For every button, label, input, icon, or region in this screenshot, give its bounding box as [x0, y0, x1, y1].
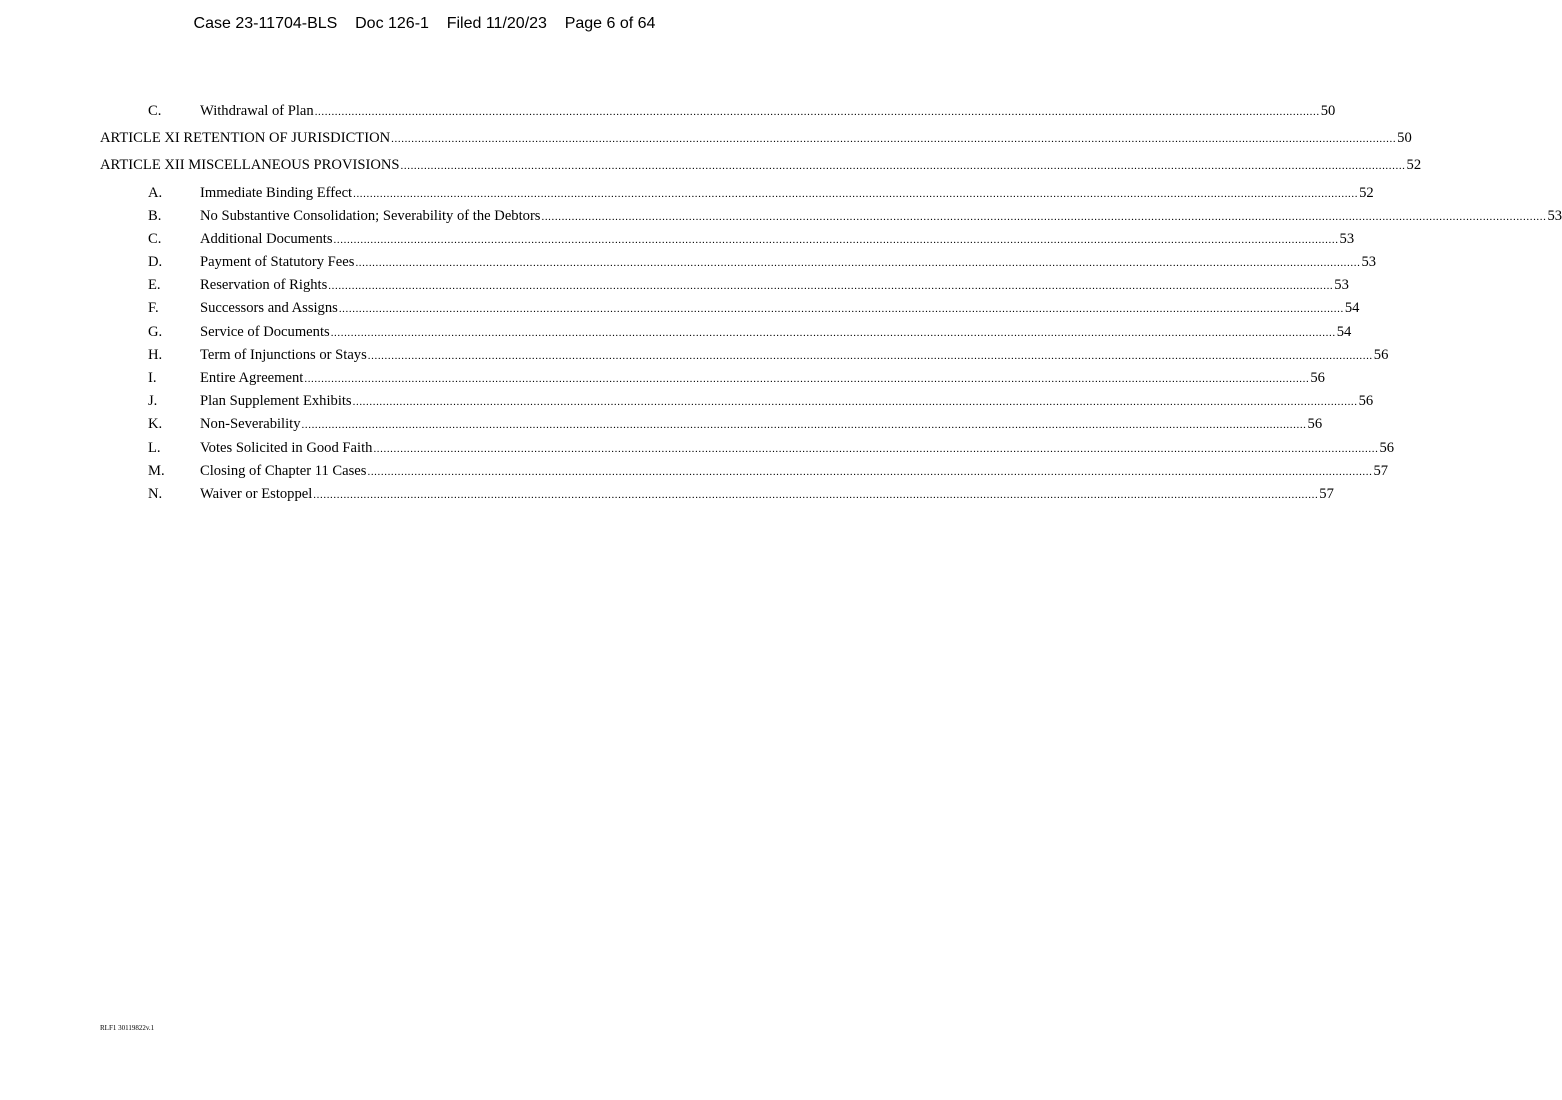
toc-entry[interactable]: [148, 206, 1562, 226]
toc-entry-title: Non-Severability: [200, 416, 301, 432]
toc-entry-letter: E.: [148, 277, 161, 293]
dot-leader: ............................................................................................................................................................................................................................................................................................................: [367, 466, 1373, 478]
toc-entry[interactable]: [148, 368, 1325, 388]
toc-entry-page: 53: [1361, 254, 1377, 270]
toc-entry-letter: K.: [148, 416, 163, 432]
toc-entry-page: 53: [1334, 277, 1349, 293]
toc-entry-title: No Substantive Consolidation; Severability of the Debtors: [200, 208, 541, 224]
toc-entry-letter: M.: [148, 463, 165, 479]
toc-entry-title: Immediate Binding Effect: [200, 185, 353, 201]
toc-entry[interactable]: [148, 298, 1360, 318]
toc-entry-title: Withdrawal of Plan: [200, 103, 314, 119]
toc-entry-page: 56: [1373, 347, 1389, 363]
toc-entry-page: 57: [1373, 463, 1389, 479]
dot-leader: ............................................................................................................................................................................................................................................................................................................: [353, 188, 1359, 200]
toc-entry[interactable]: [148, 461, 1389, 481]
dot-leader: ............................................................................................................................................................................................................................................................................................................: [338, 303, 1344, 315]
dot-leader: ............................................................................................................................................................................................................................................................................................................: [373, 443, 1379, 455]
dot-leader: ............................................................................................................................................................................................................................................................................................................: [367, 350, 1373, 362]
toc-entry[interactable]: [148, 345, 1389, 365]
toc-entry-title: Entire Agreement: [200, 370, 304, 386]
toc-entry-title: Term of Injunctions or Stays: [200, 347, 367, 363]
toc-entry-letter: H.: [148, 347, 163, 363]
dot-leader: ............................................................................................................................................................................................................................................................................................................: [352, 396, 1358, 408]
toc-entry[interactable]: [148, 183, 1374, 203]
dot-leader: ............................................................................................................................................................................................................................................................................................................: [355, 257, 1361, 269]
toc-entry-page: 54: [1336, 324, 1352, 340]
toc-entry-page: 53: [1339, 231, 1355, 247]
toc-entry[interactable]: [148, 229, 1355, 249]
toc-entry-title: Reservation of Rights: [200, 277, 328, 293]
toc-entry[interactable]: [148, 438, 1395, 458]
toc-entry-title: Waiver or Estoppel: [200, 486, 313, 502]
dot-leader: ............................................................................................................................................................................................................................................................................................................: [314, 106, 1320, 118]
dot-leader: ............................................................................................................................................................................................................................................................................................................: [304, 373, 1310, 385]
toc-entry-letter: G.: [148, 324, 163, 340]
dot-leader: ............................................................................................................................................................................................................................................................................................................: [333, 234, 1339, 246]
toc-entry-letter: L.: [148, 440, 161, 456]
toc-entry-letter: J.: [148, 393, 158, 409]
toc-entry-letter: D.: [148, 254, 163, 270]
dot-leader: ............................................................................................................................................................................................................................................................................................................: [301, 419, 1307, 431]
toc-entry-title: Plan Supplement Exhibits: [200, 393, 352, 409]
toc-entry[interactable]: [148, 414, 1323, 434]
toc-entry-letter: C.: [148, 231, 162, 247]
dot-leader: ............................................................................................................................................................................................................................................................................................................: [328, 280, 1334, 292]
toc-entry-title: Closing of Chapter 11 Cases: [200, 463, 367, 479]
toc-entry-title: Payment of Statutory Fees: [200, 254, 355, 270]
toc-entry-title: Votes Solicited in Good Faith: [200, 440, 373, 456]
toc-entry[interactable]: [148, 252, 1377, 272]
dot-leader: ............................................................................................................................................................................................................................................................................................................: [391, 133, 1397, 145]
toc-entry-letter: C.: [148, 103, 162, 119]
toc-entry-page: 57: [1319, 486, 1334, 502]
toc-entry-page: 53: [1547, 208, 1562, 224]
document-id-footer: RLF1 30119822v.1: [100, 1024, 155, 1032]
dot-leader: ............................................................................................................................................................................................................................................................................................................: [541, 211, 1547, 223]
toc-entry-letter: A.: [148, 185, 163, 201]
toc-entry[interactable]: [148, 322, 1352, 342]
toc-entry-page: 54: [1344, 300, 1360, 316]
toc-entry-page: 56: [1379, 440, 1395, 456]
toc-entry-page: 52: [1406, 157, 1422, 173]
toc-entry[interactable]: [148, 275, 1349, 295]
toc-article-entry[interactable]: [100, 128, 1412, 148]
toc-entry[interactable]: [148, 391, 1374, 411]
toc-entry-title: Successors and Assigns: [200, 300, 338, 316]
toc-entry-page: 56: [1358, 393, 1374, 409]
toc-entry-letter: N.: [148, 486, 163, 502]
dot-leader: ............................................................................................................................................................................................................................................................................................................: [313, 489, 1319, 501]
dot-leader: ............................................................................................................................................................................................................................................................................................................: [400, 160, 1406, 172]
case-header: Case 23-11704-BLS Doc 126-1 Filed 11/20/23 Page 6 of 64: [193, 15, 656, 32]
dot-leader: ............................................................................................................................................................................................................................................................................................................: [330, 327, 1336, 339]
toc-entry-page: 50: [1320, 103, 1336, 119]
toc-article-title: ARTICLE XII MISCELLANEOUS PROVISIONS: [100, 157, 400, 173]
toc-article-entry[interactable]: [100, 155, 1422, 175]
toc-entry-page: 50: [1397, 130, 1412, 146]
toc-entry-letter: B.: [148, 208, 162, 224]
toc-entry-title: Additional Documents: [200, 231, 333, 247]
toc-entry-title: Service of Documents: [200, 324, 330, 340]
toc-entry-page: 56: [1310, 370, 1325, 386]
toc-entry[interactable]: [148, 101, 1336, 121]
toc-entry-page: 56: [1307, 416, 1323, 432]
toc-entry[interactable]: [148, 484, 1334, 504]
toc-article-title: ARTICLE XI RETENTION OF JURISDICTION: [100, 130, 391, 146]
toc-entry-letter: F.: [148, 300, 159, 316]
toc-entry-letter: I.: [148, 370, 157, 386]
toc-entry-page: 52: [1359, 185, 1374, 201]
